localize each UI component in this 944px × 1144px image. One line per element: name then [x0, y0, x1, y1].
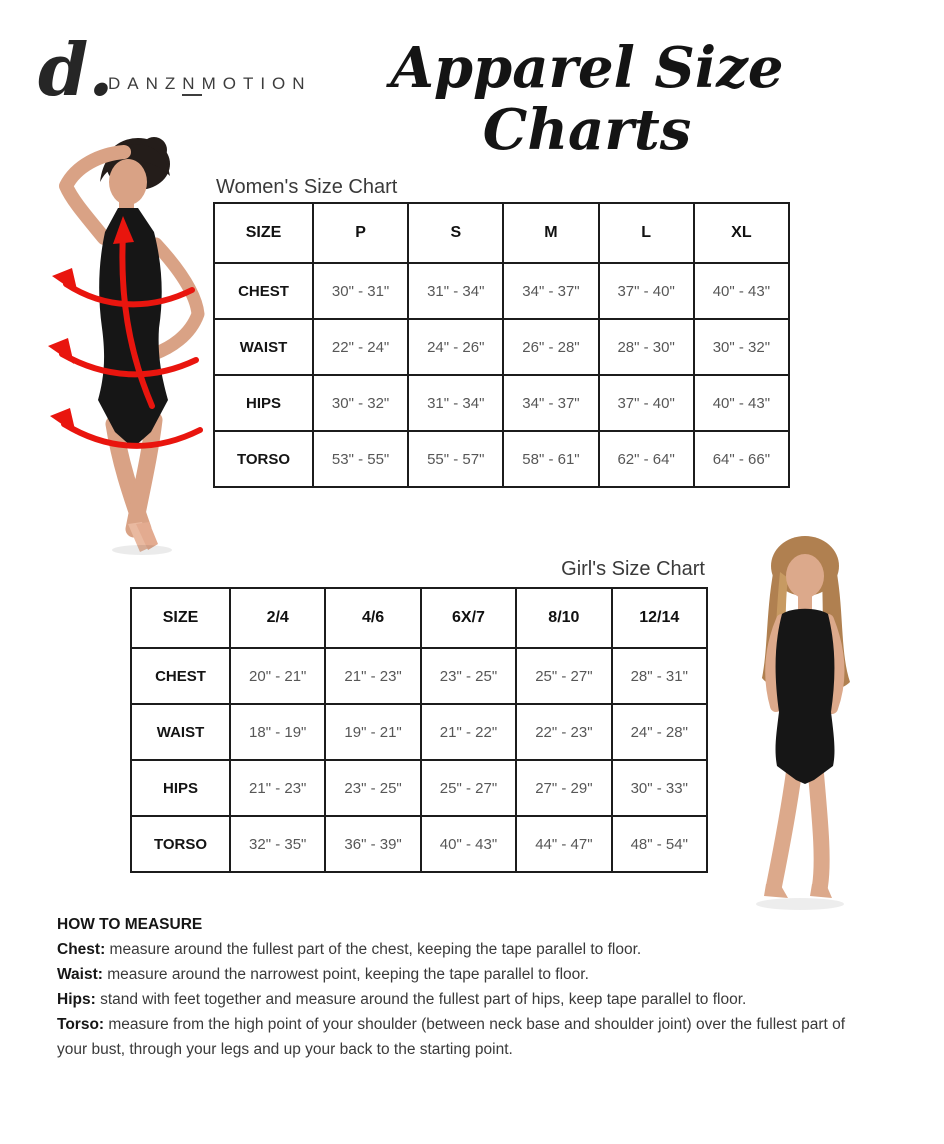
- table-row: [214, 375, 789, 431]
- measurement-cell: 30" - 33": [612, 760, 707, 816]
- row-label-cell: TORSO: [214, 431, 313, 487]
- size-column-header: XL: [694, 203, 789, 263]
- row-label-cell: TORSO: [131, 816, 230, 872]
- measurement-cell: 25" - 27": [516, 648, 611, 704]
- table-row: [131, 704, 707, 760]
- womens-chart-heading: Women's Size Chart: [216, 176, 398, 198]
- brand-underlined-n: N: [182, 74, 201, 96]
- measurement-cell: 21" - 23": [230, 760, 325, 816]
- measure-term-waist: Waist:: [57, 966, 103, 983]
- measurement-cell: 44" - 47": [516, 816, 611, 872]
- measurement-cell: 40" - 43": [421, 816, 516, 872]
- table-row: [214, 431, 789, 487]
- measurement-cell: 23" - 25": [421, 648, 516, 704]
- brand-motion: MOTION: [201, 74, 312, 93]
- measure-term-torso: Torso:: [57, 1016, 105, 1033]
- table-row: [214, 319, 789, 375]
- measurement-cell: 21" - 22": [421, 704, 516, 760]
- size-column-header: 4/6: [325, 588, 420, 648]
- table-row: [214, 263, 789, 319]
- measure-instruction-torso: [57, 1012, 867, 1062]
- measure-text-hips: stand with feet together and measure around the fullest part of hips, keep tape parallel to floor.: [100, 991, 747, 1008]
- measurement-cell: 30" - 32": [694, 319, 789, 375]
- measurement-cell: 27" - 29": [516, 760, 611, 816]
- measurement-cell: 48" - 54": [612, 816, 707, 872]
- girl-legs: [774, 772, 822, 886]
- size-column-header: 8/10: [516, 588, 611, 648]
- measurement-cell: 40" - 43": [694, 375, 789, 431]
- size-corner-header: SIZE: [131, 588, 230, 648]
- measurement-cell: 34" - 37": [503, 263, 598, 319]
- girl-model-photo: [710, 526, 908, 918]
- brand-danz: DANZ: [108, 74, 183, 93]
- size-column-header: P: [313, 203, 408, 263]
- measurement-cell: 30" - 32": [313, 375, 408, 431]
- size-column-header: S: [408, 203, 503, 263]
- table-row: [131, 816, 707, 872]
- girl-feet: [764, 884, 832, 898]
- table-row: [131, 648, 707, 704]
- measurement-cell: 24" - 26": [408, 319, 503, 375]
- how-to-measure-heading: HOW TO MEASURE: [57, 916, 203, 933]
- measurement-cell: 30" - 31": [313, 263, 408, 319]
- table-row: [131, 760, 707, 816]
- measurement-cell: 28" - 30": [599, 319, 694, 375]
- measurement-cell: 53" - 55": [313, 431, 408, 487]
- girl-model-illustration: [710, 526, 908, 918]
- row-label-cell: WAIST: [131, 704, 230, 760]
- woman-model-photo: [2, 132, 214, 556]
- measurement-cell: 34" - 37": [503, 375, 598, 431]
- size-column-header: 12/14: [612, 588, 707, 648]
- measurement-cell: 26" - 28": [503, 319, 598, 375]
- measure-instruction-hips: [57, 987, 867, 1012]
- measurement-cell: 25" - 27": [421, 760, 516, 816]
- measurement-cell: 62" - 64": [599, 431, 694, 487]
- girl-face: [786, 554, 824, 598]
- row-label-cell: HIPS: [131, 760, 230, 816]
- row-label-cell: CHEST: [131, 648, 230, 704]
- measurement-cell: 32" - 35": [230, 816, 325, 872]
- measure-text-chest: measure around the fullest part of the chest, keeping the tape parallel to floor.: [109, 941, 642, 958]
- size-column-header: 2/4: [230, 588, 325, 648]
- measurement-cell: 23" - 25": [325, 760, 420, 816]
- girl-leotard: [776, 609, 835, 784]
- measure-text-waist: measure around the narrowest point, keeping the tape parallel to floor.: [107, 966, 589, 983]
- table-header-row: [214, 203, 789, 263]
- measurement-cell: 40" - 43": [694, 263, 789, 319]
- measurement-cell: 37" - 40": [599, 263, 694, 319]
- table-header-row: [131, 588, 707, 648]
- measurement-cell: 31" - 34": [408, 263, 503, 319]
- measurement-cell: 24" - 28": [612, 704, 707, 760]
- woman-model-illustration: [2, 132, 214, 556]
- size-column-header: L: [599, 203, 694, 263]
- measure-term-chest: Chest:: [57, 941, 106, 958]
- row-label-cell: WAIST: [214, 319, 313, 375]
- womens-size-table: [213, 202, 790, 488]
- logo-d-mark: d.: [38, 27, 114, 112]
- brand-name: [108, 74, 312, 94]
- measurement-cell: 64" - 66": [694, 431, 789, 487]
- page-title: Apparel Size Charts: [390, 35, 784, 163]
- measurement-cell: 55" - 57": [408, 431, 503, 487]
- woman-shadow: [112, 545, 172, 555]
- size-column-header: 6X/7: [421, 588, 516, 648]
- size-column-header: M: [503, 203, 598, 263]
- measurement-cell: 19" - 21": [325, 704, 420, 760]
- how-to-measure-section: [57, 912, 867, 1062]
- measurement-cell: 31" - 34": [408, 375, 503, 431]
- measurement-cell: 58" - 61": [503, 431, 598, 487]
- size-corner-header: SIZE: [214, 203, 313, 263]
- measurement-cell: 28" - 31": [612, 648, 707, 704]
- measure-instruction-waist: [57, 962, 867, 987]
- measurement-cell: 22" - 24": [313, 319, 408, 375]
- measurement-cell: 21" - 23": [325, 648, 420, 704]
- girl-shadow: [756, 898, 844, 910]
- measurement-cell: 37" - 40": [599, 375, 694, 431]
- girls-chart-heading: Girl's Size Chart: [561, 558, 705, 580]
- measurement-cell: 22" - 23": [516, 704, 611, 760]
- measurement-cell: 36" - 39": [325, 816, 420, 872]
- measure-text-torso: measure from the high point of your shoulder (between neck base and shoulder joint) over the fullest part of your bust, through your legs and up your back to the starting point.: [57, 1016, 846, 1058]
- measurement-cell: 20" - 21": [230, 648, 325, 704]
- row-label-cell: CHEST: [214, 263, 313, 319]
- measurement-cell: 18" - 19": [230, 704, 325, 760]
- girls-size-table: [130, 587, 708, 873]
- measure-term-hips: Hips:: [57, 991, 96, 1008]
- row-label-cell: HIPS: [214, 375, 313, 431]
- measure-instruction-chest: [57, 937, 867, 962]
